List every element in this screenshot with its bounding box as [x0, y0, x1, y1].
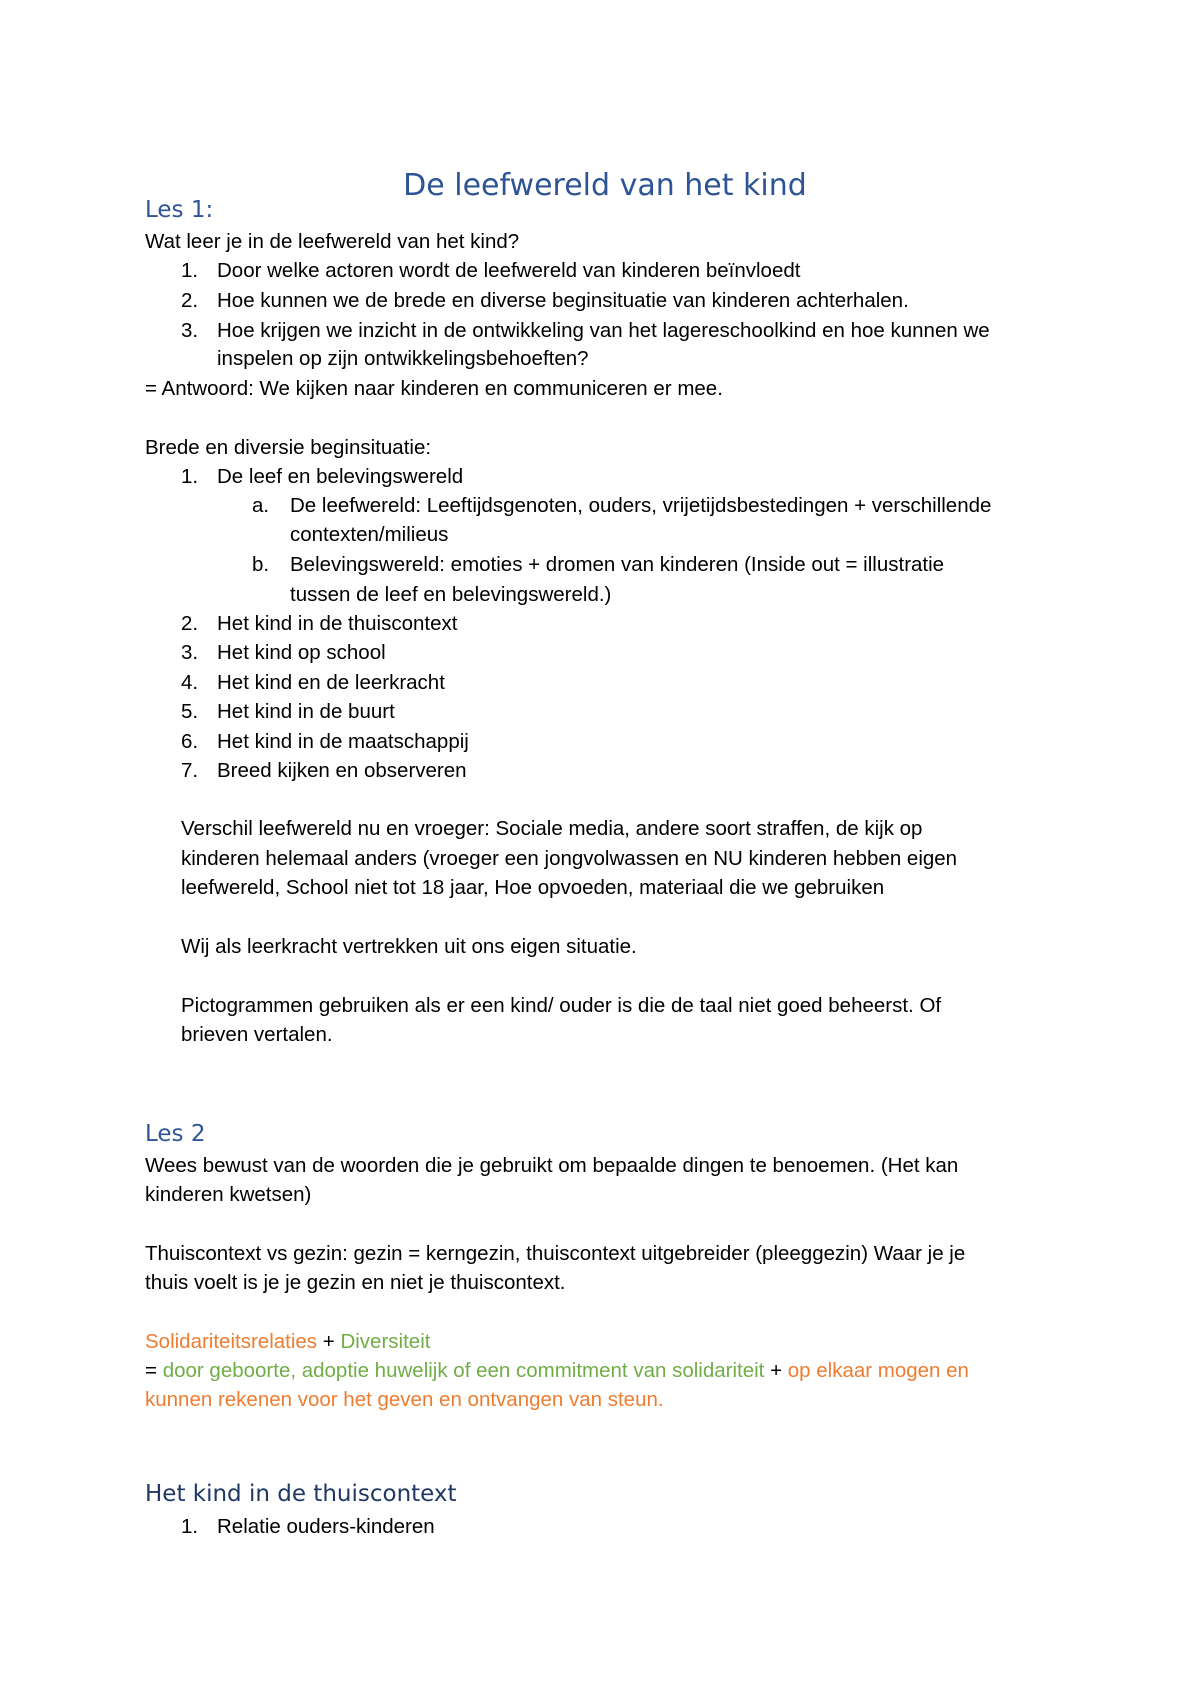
thuiscontext-heading: Het kind in de thuiscontext	[145, 1481, 457, 1507]
solidariteit-term: Solidariteitsrelaties	[145, 1330, 318, 1353]
brede-item-number: 3.	[181, 641, 199, 664]
elkaar-text: op elkaar mogen en	[787, 1359, 969, 1382]
brede-item-number: 1.	[181, 465, 199, 488]
les1-item-text: Hoe krijgen we inzicht in de ontwikkeling van het lagereschoolkind en hoe kunnen we	[217, 319, 990, 342]
sub-item-text: De leefwereld: Leeftijdsgenoten, ouders, vrijetijdsbestedingen + verschillende	[290, 494, 992, 517]
les2-heading: Les 2	[145, 1121, 206, 1147]
wees-line: Wees bewust van de woorden die je gebruikt om bepaalde dingen te benoemen. (Het kan	[145, 1154, 959, 1177]
solidariteit-line	[145, 1327, 430, 1357]
sub-item-letter: b.	[252, 553, 270, 576]
brede-item-text: Het kind en de leerkracht	[217, 671, 445, 694]
sub-item-letter: a.	[252, 494, 270, 517]
wees-line: kinderen kwetsen)	[145, 1183, 312, 1206]
elkaar-text-continued: kunnen rekenen voor het geven en ontvangen van steun.	[145, 1388, 664, 1411]
verschil-line: leefwereld, School niet tot 18 jaar, Hoe opvoeden, materiaal die we gebruiken	[181, 876, 885, 899]
les1-item-number: 2.	[181, 289, 199, 312]
verschil-line: Verschil leefwereld nu en vroeger: Sociale media, andere soort straffen, de kijk op	[181, 817, 923, 840]
brede-item-text: Het kind op school	[217, 641, 386, 664]
les1-item-text: Door welke actoren wordt de leefwereld van kinderen beïnvloedt	[217, 259, 801, 282]
page-title: De leefwereld van het kind	[403, 168, 807, 203]
brede-heading: Brede en diversie beginsituatie:	[145, 436, 432, 459]
plus-sign: +	[322, 1330, 335, 1353]
brede-item-text: Het kind in de buurt	[217, 700, 395, 723]
brede-item-number: 7.	[181, 759, 199, 782]
les1-question: Wat leer je in de leefwereld van het kind?	[145, 230, 520, 253]
equals-sign: =	[145, 1359, 157, 1382]
diversiteit-term: Diversiteit	[340, 1330, 431, 1353]
brede-item-number: 2.	[181, 612, 199, 635]
plus-sign: +	[770, 1359, 783, 1382]
verschil-line: kinderen helemaal anders (vroeger een jongvolwassen en NU kinderen hebben eigen	[181, 847, 958, 870]
thuis-line: thuis voelt is je je gezin en niet je thuiscontext.	[145, 1271, 566, 1294]
thuis-line: Thuiscontext vs gezin: gezin = kerngezin, thuiscontext uitgebreider (pleeggezin) Waar je je	[145, 1242, 966, 1265]
picto-line: Pictogrammen gebruiken als er een kind/ ouder is die de taal niet goed beheerst. Of	[181, 994, 942, 1017]
sub-item-text: Belevingswereld: emoties + dromen van kinderen (Inside out = illustratie	[290, 553, 945, 576]
les1-item-number: 1.	[181, 259, 199, 282]
brede-item-number: 5.	[181, 700, 199, 723]
sub-item-text-continued: contexten/milieus	[290, 523, 449, 546]
les1-item-text: Hoe kunnen we de brede en diverse beginsituatie van kinderen achterhalen.	[217, 289, 909, 312]
thuiscontext-item-text: Relatie ouders-kinderen	[217, 1515, 435, 1538]
les1-item-text-continued: inspelen op zijn ontwikkelingsbehoeften?	[217, 347, 589, 370]
brede-item-number: 6.	[181, 730, 199, 753]
definition-line	[145, 1356, 969, 1386]
brede-item-text: Het kind in de maatschappij	[217, 730, 469, 753]
les1-heading: Les 1:	[145, 197, 214, 223]
brede-item-text: Breed kijken en observeren	[217, 759, 467, 782]
brede-item-number: 4.	[181, 671, 199, 694]
geboorte-text: door geboorte, adoptie huwelijk of een commitment van solidariteit	[162, 1359, 765, 1382]
brede-item-text: De leef en belevingswereld	[217, 465, 464, 488]
brede-item-text: Het kind in de thuiscontext	[217, 612, 458, 635]
les1-item-number: 3.	[181, 319, 199, 342]
thuiscontext-item-number: 1.	[181, 1515, 199, 1538]
sub-item-text-continued: tussen de leef en belevingswereld.)	[290, 583, 612, 606]
wij-line: Wij als leerkracht vertrekken uit ons eigen situatie.	[181, 935, 637, 958]
picto-line: brieven vertalen.	[181, 1023, 333, 1046]
les1-answer: = Antwoord: We kijken naar kinderen en communiceren er mee.	[145, 377, 723, 400]
